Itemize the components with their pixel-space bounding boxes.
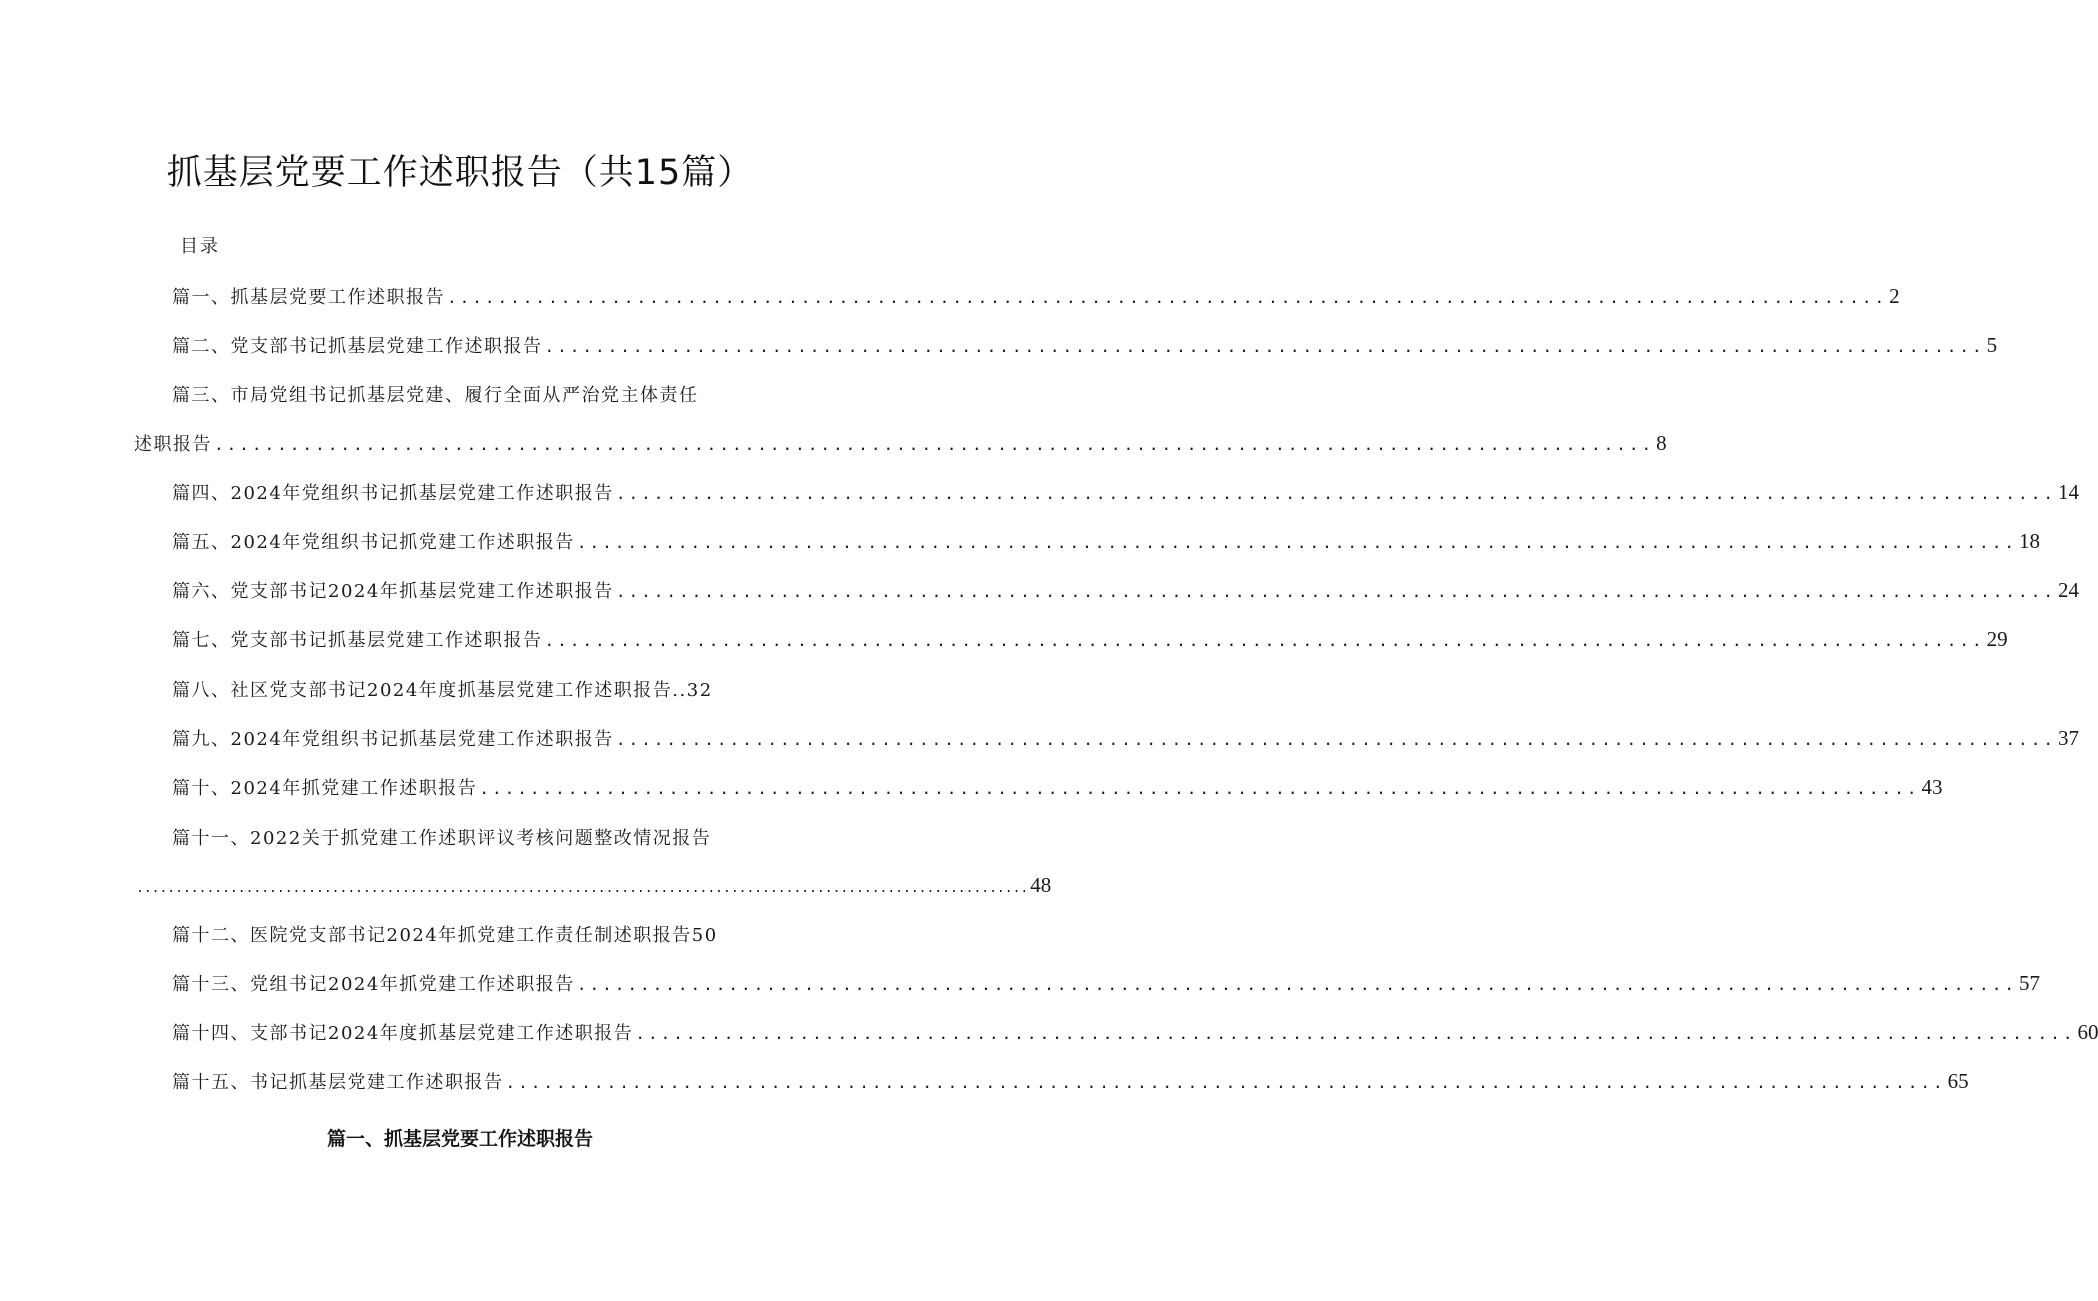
- toc-entry-6[interactable]: [172, 577, 2079, 602]
- toc-label: 目录: [180, 236, 220, 257]
- toc-entry-3[interactable]: 篇三、市局党组书记抓基层党建、履行全面从严治党主体责任: [172, 385, 699, 406]
- toc-entry-7[interactable]: [172, 626, 2008, 651]
- toc-page-number: 24: [2057, 578, 2079, 602]
- toc-entry-5[interactable]: [172, 528, 2040, 553]
- toc-entry-text: 述职报告: [134, 434, 212, 455]
- toc-entry-2[interactable]: [172, 332, 1998, 357]
- dot-leader: ..................................................................................................................: [615, 582, 2056, 601]
- toc-entry-15[interactable]: [172, 1068, 1969, 1093]
- dot-leader: ..................................................................................................................: [576, 975, 2017, 994]
- toc-entry-text: 篇十、2024年抓党建工作述职报告: [172, 778, 478, 799]
- toc-entry-11-continued[interactable]: [134, 873, 1052, 897]
- toc-entry-4[interactable]: [172, 479, 2079, 504]
- toc-entry-text: 篇四、2024年党组织书记抓基层党建工作述职报告: [172, 483, 614, 504]
- toc-page-number: 43: [1921, 775, 1943, 799]
- toc-page-number: 37: [2057, 726, 2079, 750]
- dot-leader: ..................................................................................................................: [615, 484, 2056, 503]
- toc-entry-12[interactable]: 篇十二、医院党支部书记2024年抓党建工作责任制述职报告50: [172, 925, 718, 946]
- dot-leader: ..................................................................................................................: [615, 730, 2056, 749]
- toc-page-number: 57: [2018, 971, 2040, 995]
- toc-page-number: 60: [2077, 1020, 2098, 1044]
- toc-entry-text: 篇九、2024年党组织书记抓基层党建工作述职报告: [172, 729, 614, 750]
- toc-entry-9[interactable]: [172, 725, 2079, 750]
- toc-entry-text: 篇七、党支部书记抓基层党建工作述职报告: [172, 630, 543, 651]
- dot-leader: ..................................................................................................................: [479, 779, 1920, 798]
- toc-entry-text: 篇五、2024年党组织书记抓党建工作述职报告: [172, 532, 575, 553]
- section-heading: 篇一、抓基层党要工作述职报告: [326, 1128, 593, 1150]
- dot-leader: ..................................................................................................................: [447, 288, 1888, 307]
- dot-leader: ..................................................................................................................: [576, 533, 2017, 552]
- dot-leader: ..................................................................................................................: [136, 881, 1029, 896]
- toc-page-number: 48: [1030, 873, 1052, 897]
- toc-page-number: 18: [2018, 529, 2040, 553]
- dot-leader: ..................................................................................................................: [635, 1024, 2076, 1043]
- toc-page-number: 2: [1889, 284, 1900, 308]
- toc-entry-1[interactable]: [172, 283, 1900, 308]
- dot-leader: ..................................................................................................................: [214, 435, 1655, 454]
- toc-entry-text: 篇二、党支部书记抓基层党建工作述职报告: [172, 336, 543, 357]
- toc-entry-text: 篇一、抓基层党要工作述职报告: [172, 287, 445, 308]
- toc-entry-8[interactable]: 篇八、社区党支部书记2024年度抓基层党建工作述职报告..32: [172, 680, 713, 701]
- toc-entry-3-continued[interactable]: [134, 430, 1667, 455]
- toc-page-number: 14: [2057, 480, 2079, 504]
- toc-entry-10[interactable]: [172, 774, 1943, 799]
- toc-entry-text: 篇六、党支部书记2024年抓基层党建工作述职报告: [172, 581, 614, 602]
- dot-leader: ..................................................................................................................: [544, 337, 1985, 356]
- toc-page-number: 65: [1947, 1069, 1969, 1093]
- toc-entry-text: 篇十四、支部书记2024年度抓基层党建工作述职报告: [172, 1023, 634, 1044]
- toc-entry-text: 篇十三、党组书记2024年抓党建工作述职报告: [172, 974, 575, 995]
- toc-entry-text: 篇十五、书记抓基层党建工作述职报告: [172, 1072, 504, 1093]
- toc-page-number: 8: [1656, 431, 1667, 455]
- toc-page-number: 5: [1986, 333, 1998, 357]
- dot-leader: ..................................................................................................................: [505, 1073, 1946, 1092]
- toc-page-number: 29: [1986, 627, 2008, 651]
- dot-leader: ..................................................................................................................: [544, 631, 1985, 650]
- toc-entry-13[interactable]: [172, 970, 2040, 995]
- toc-entry-11[interactable]: 篇十一、2022关于抓党建工作述职评议考核问题整改情况报告: [172, 828, 712, 849]
- document-title: 抓基层党要工作述职报告（共15篇）: [166, 153, 754, 193]
- toc-entry-14[interactable]: [172, 1019, 2098, 1044]
